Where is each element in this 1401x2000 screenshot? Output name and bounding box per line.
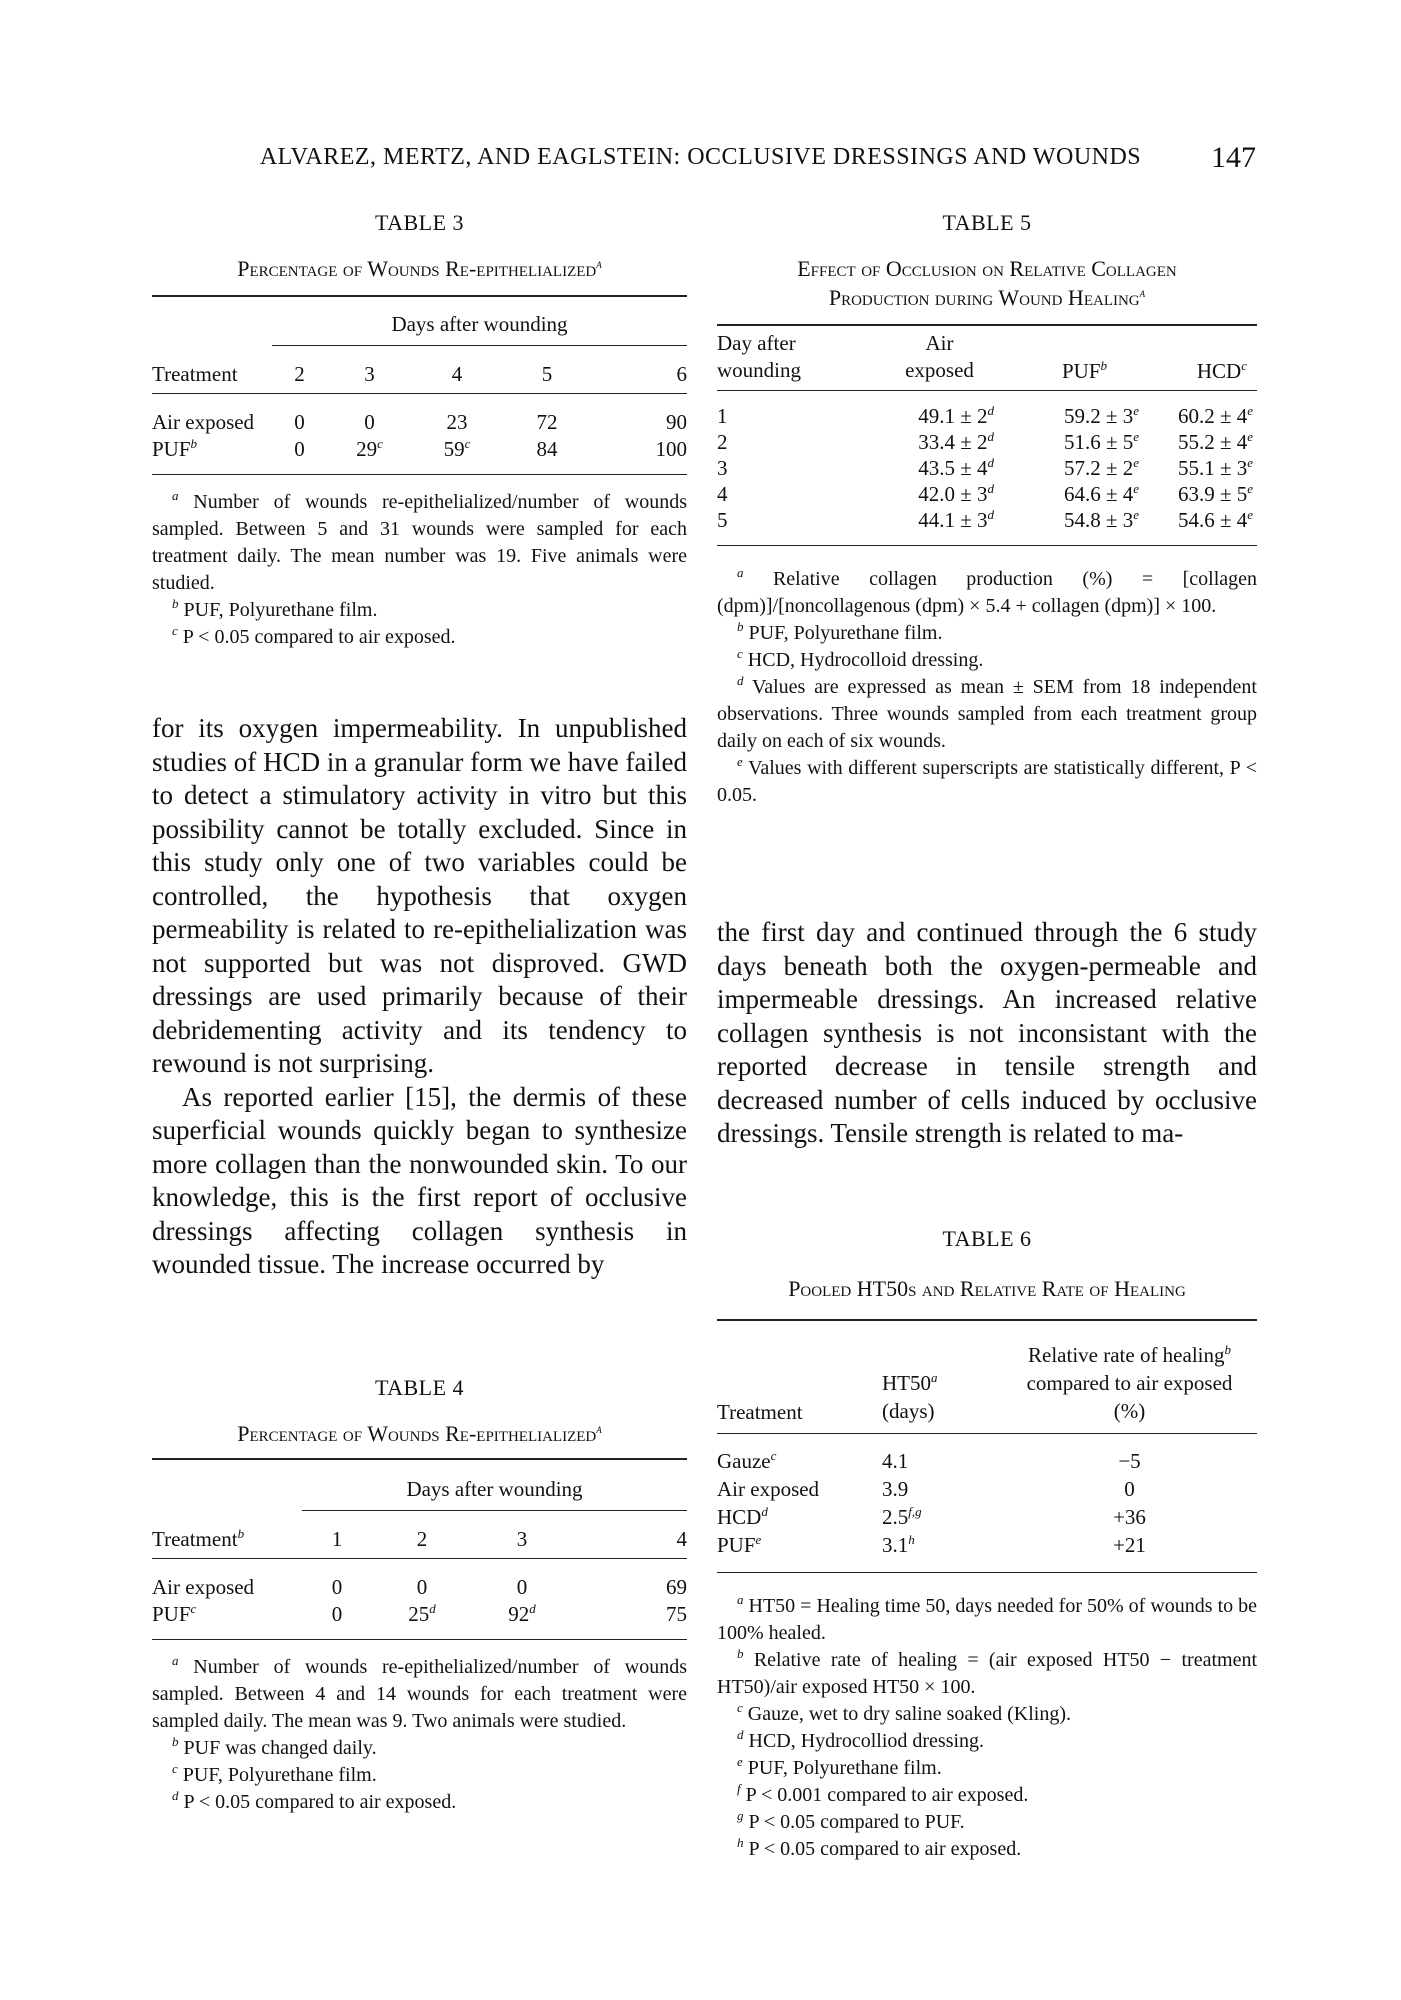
data-table — [717, 1321, 1257, 1573]
column-header: Day after wounding — [717, 330, 801, 382]
table-row — [717, 1446, 1257, 1474]
footnote: $^b$ PUF, Polyurethane film. — [172, 595, 378, 621]
running-head — [0, 141, 1401, 174]
page-number: 147 — [1211, 141, 1256, 174]
row-label: Air exposed — [152, 409, 255, 434]
column-header: 3 — [364, 361, 375, 386]
table-row — [717, 481, 1257, 507]
footnote: $^e$ PUF, Polyurethane film. — [737, 1753, 942, 1779]
footnote: $^e$ Values with different superscripts are statistically different, P < 0.05. — [717, 753, 1257, 806]
column-header: 3 — [516, 1526, 528, 1551]
table-cell: 0 — [294, 409, 305, 434]
row-label: Air exposed — [717, 1476, 820, 1501]
table-cell: 0 — [516, 1574, 528, 1599]
table-cell: 2.5$^{f,g}$ — [882, 1503, 922, 1529]
row-label: Gauze$^c$ — [717, 1447, 777, 1473]
body-text-left — [152, 712, 687, 1282]
table-6 — [717, 1226, 1257, 1863]
data-table — [152, 297, 687, 475]
footnote: $^c$ Gauze, wet to dry saline soaked (Kling). — [737, 1699, 1072, 1725]
column-header: Treatment — [152, 361, 238, 386]
footnote: $^a$ HT50 = Healing time 50, days needed for 50% of wounds to be 100% healed. — [717, 1591, 1258, 1644]
column-header: 1 — [331, 1526, 343, 1551]
column-header: 6 — [676, 361, 687, 386]
table-cell: $44.1 \pm 3^d$ — [918, 506, 994, 532]
table-row — [152, 1600, 687, 1627]
column-header: Treatment$^b$ — [152, 1525, 245, 1551]
table-caption: Percentage of Wounds Re-epithelialized$^a$ — [237, 256, 602, 281]
row-label: PUF$^e$ — [717, 1531, 762, 1557]
footnote: $^a$ Number of wounds re-epithelialized/number of wounds sampled. Between 4 and 14 wounds for each treatment were sampled daily. The mean was 9. Two animals were studied. — [152, 1652, 688, 1732]
table-footnotes — [717, 566, 1257, 809]
table-cell: +21 — [1113, 1532, 1146, 1557]
table-cell: 59$^c$ — [443, 435, 471, 461]
table-cell: $54.8 \pm 3^e$ — [1063, 506, 1139, 532]
table-cell: $43.5 \pm 4^d$ — [918, 454, 994, 480]
footnote: $^b$ PUF was changed daily. — [172, 1733, 377, 1759]
row-label: PUF$^b$ — [152, 435, 198, 461]
table-cell: 75 — [666, 1601, 687, 1626]
table-row — [717, 1530, 1257, 1558]
footnote: $^a$ Relative collagen production (%) = [collagen (dpm)]/[noncollagenous (dpm) × 5.4 + collagen (dpm)] × 100. — [717, 564, 1257, 617]
table-row — [152, 435, 687, 462]
table-row — [717, 429, 1257, 455]
table-row — [717, 455, 1257, 481]
table-cell: 1 — [717, 403, 728, 428]
table-cell: 3.1$^h$ — [882, 1531, 915, 1557]
footnote: $^c$ PUF, Polyurethane film. — [172, 1760, 377, 1786]
table-cell: $57.2 \pm 2^e$ — [1063, 454, 1139, 480]
table-row — [717, 1474, 1257, 1502]
table-cell: 92$^d$ — [508, 1600, 536, 1626]
table-cell: −5 — [1118, 1448, 1141, 1473]
table-cell: $54.6 \pm 4^e$ — [1177, 506, 1253, 532]
table-row — [717, 403, 1257, 429]
table-5 — [717, 210, 1257, 809]
column-header: 4 — [676, 1526, 687, 1551]
column-header: 2 — [294, 361, 305, 386]
row-label: Air exposed — [152, 1574, 255, 1599]
table-cell: 0 — [331, 1574, 343, 1599]
table-cell: 3 — [717, 455, 728, 480]
paragraph: As reported earlier [15], the dermis of these superficial wounds quickly began to synthesize more collagen than the nonwounded skin. To our knowledge, this is the first report of occlusive dressings affecting collagen synthesis in wounded tissue. The increase occurred by — [152, 1081, 687, 1279]
body-text-right — [717, 916, 1257, 1151]
paragraph: the first day and continued through the 6 study days beneath both the oxygen-permeable and impermeable dressings. An increased relative collagen synthesis is not inconsistant with the reported decrease in tensile strength and decreased number of cells induced by occlusive dressings. Tensile strength is related to ma- — [717, 917, 1257, 1148]
column-spanner: Days after wounding — [302, 1460, 687, 1510]
table-cell: $42.0 \pm 3^d$ — [918, 480, 994, 506]
table-cell: $49.1 \pm 2^d$ — [918, 402, 994, 428]
table-cell: 4 — [717, 481, 728, 506]
footnote: $^d$ P < 0.05 compared to air exposed. — [172, 1787, 457, 1813]
table-row — [717, 1502, 1257, 1530]
table-caption: Percentage of Wounds Re-epithelialized$^a$ — [237, 1421, 602, 1446]
table-cell: $55.2 \pm 4^e$ — [1177, 428, 1253, 454]
table-label: TABLE 3 — [374, 210, 465, 235]
table-cell: $63.9 \pm 5^e$ — [1177, 480, 1253, 506]
table-cell: $55.1 \pm 3^e$ — [1177, 454, 1253, 480]
column-header: HT50$^a$ (days) — [882, 1369, 938, 1423]
table-cell: 5 — [717, 507, 728, 532]
table-cell: 2 — [717, 429, 728, 454]
table-4 — [152, 1375, 687, 1816]
column-spanner: Days after wounding — [272, 297, 687, 345]
table-footnotes — [152, 1654, 687, 1816]
footnote: $^d$ Values are expressed as mean ± SEM from 18 independent observations. Three wounds sampled from each treatment group daily on each of six wounds. — [717, 672, 1257, 752]
footnote: $^g$ P < 0.05 compared to PUF. — [737, 1807, 965, 1833]
table-cell: $51.6 \pm 5^e$ — [1063, 428, 1139, 454]
table-footnotes — [717, 1593, 1257, 1863]
table-cell: 0 — [331, 1601, 343, 1626]
table-row — [152, 1573, 687, 1600]
table-cell: 84 — [536, 436, 558, 461]
column-header: 4 — [451, 361, 463, 386]
column-header: HCD$^c$ — [1196, 357, 1247, 383]
footnote: $^a$ Number of wounds re-epithelialized/number of wounds sampled. Between 5 and 31 wounds were sampled for each treatment daily. The mean number was 19. Five animals were studied. — [152, 487, 688, 594]
table-footnotes — [152, 489, 687, 651]
table-cell: $33.4 \pm 2^d$ — [918, 428, 994, 454]
table-cell: 0 — [1124, 1476, 1135, 1501]
footnote: $^h$ P < 0.05 compared to air exposed. — [737, 1834, 1022, 1860]
column-header: Relative rate of healing$^b$ compared to air exposed (%) — [1026, 1341, 1233, 1423]
table-cell: 69 — [666, 1574, 687, 1599]
table-cell: $64.6 \pm 4^e$ — [1063, 480, 1139, 506]
row-label: PUF$^c$ — [152, 1600, 197, 1626]
table-cell: 4.1 — [882, 1448, 909, 1473]
data-table — [717, 326, 1257, 546]
column-header: 5 — [541, 361, 553, 386]
column-header: 2 — [416, 1526, 428, 1551]
table-cell: 0 — [364, 409, 375, 434]
table-label: TABLE 4 — [374, 1375, 465, 1400]
table-cell: 100 — [655, 436, 687, 461]
footnote: $^b$ PUF, Polyurethane film. — [737, 618, 943, 644]
table-caption: Effect of Occlusion on Relative Collagen Production during Wound Healing$^a$ — [797, 256, 1177, 310]
footnote: $^b$ Relative rate of healing = (air exposed HT50 − treatment HT50)/air exposed HT50 × 100. — [717, 1645, 1258, 1698]
footnote: $^f$ P < 0.001 compared to air exposed. — [737, 1780, 1029, 1806]
column-header: Air exposed — [905, 330, 974, 382]
row-label: HCD$^d$ — [717, 1503, 768, 1529]
column-header: Treatment — [717, 1399, 803, 1424]
table-cell: 72 — [536, 409, 558, 434]
table-cell: 3.9 — [882, 1476, 909, 1501]
table-cell: 29$^c$ — [356, 435, 383, 461]
table-label: TABLE 6 — [942, 1226, 1032, 1251]
table-caption: Pooled HT50s and Relative Rate of Healing — [788, 1276, 1186, 1301]
table-cell: +36 — [1113, 1504, 1146, 1529]
table-3 — [152, 210, 687, 651]
table-cell: 0 — [294, 436, 305, 461]
table-cell: 25$^d$ — [408, 1600, 436, 1626]
table-cell: 90 — [666, 409, 687, 434]
table-cell: 23 — [446, 409, 468, 434]
footnote: $^d$ HCD, Hydrocolliod dressing. — [737, 1726, 985, 1752]
table-row — [152, 408, 687, 435]
table-label: TABLE 5 — [942, 210, 1032, 235]
running-title: ALVAREZ, MERTZ, AND EAGLSTEIN: OCCLUSIVE DRESSINGS AND WOUNDS — [259, 144, 1142, 170]
table-row — [717, 507, 1257, 533]
footnote: $^c$ HCD, Hydrocolloid dressing. — [737, 645, 984, 671]
table-cell: $60.2 \pm 4^e$ — [1177, 402, 1253, 428]
table-cell: $59.2 \pm 3^e$ — [1063, 402, 1139, 428]
column-header: PUF$^b$ — [1061, 357, 1108, 383]
paragraph: for its oxygen impermeability. In unpublished studies of HCD in a granular form we have failed to detect a stimulatory activity in vitro but this possibility cannot be totally excluded. Since in this study only one of two variables could be controlled, the hypothesis that oxygen permeability is related to re-epithelialization was not supported but was not disproved. GWD dressings are used primarily because of their debridementing activity and its tendency to rewound is not surprising. — [152, 713, 687, 1078]
table-cell: 0 — [416, 1574, 428, 1599]
footnote: $^c$ P < 0.05 compared to air exposed. — [172, 622, 456, 648]
data-table — [152, 1460, 687, 1640]
